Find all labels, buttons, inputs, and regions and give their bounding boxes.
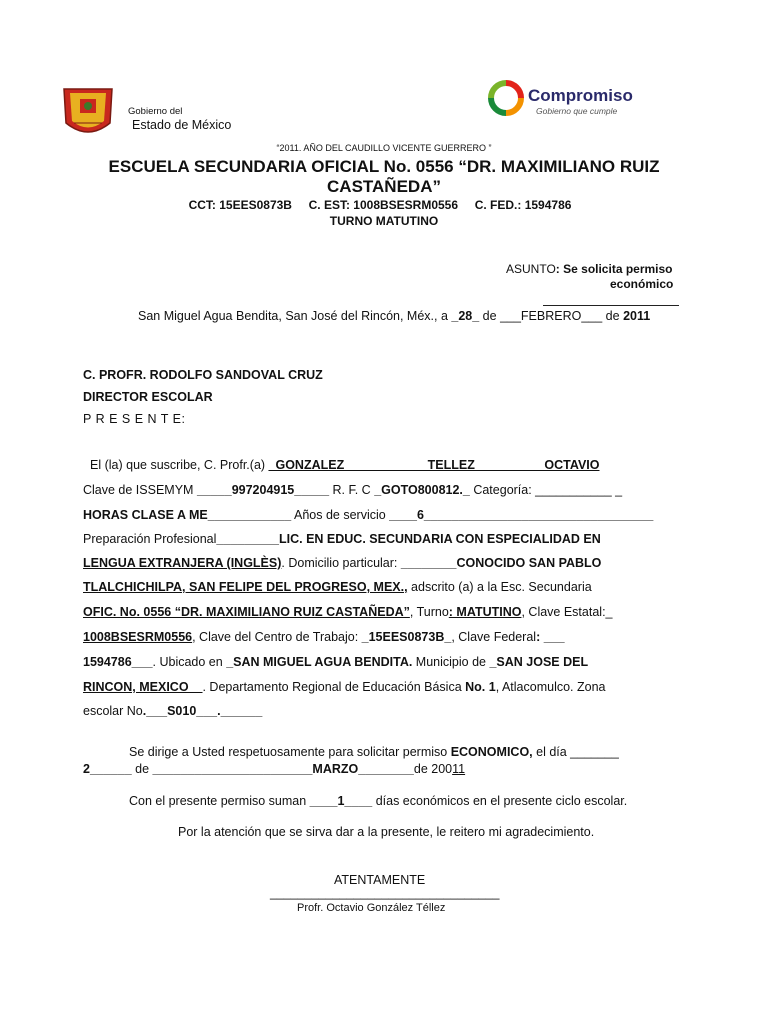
asunto-line1: ASUNTO: Se solicita permiso [506, 262, 673, 276]
request-line-1: Se dirige a Usted respetuosamente para solicitar permiso ECONOMICO, el día _______ [129, 745, 619, 759]
school-codes: CCT: 15EES0873B C. EST: 1008BSESRM0556 C. FED.: 1594786 [188, 198, 572, 212]
gratitude-line: Por la atención que se sirva dar a la presente, le reitero mi agradecimiento. [178, 825, 595, 839]
turno: TURNO MATUTINO [329, 214, 439, 228]
signer-name: Profr. Octavio González Téllez [297, 902, 446, 914]
addressee-name: C. PROFR. RODOLFO SANDOVAL CRUZ [83, 368, 323, 382]
compromiso-subtitle: Gobierno que cumple [536, 106, 618, 116]
sum-line: Con el presente permiso suman ____1____ días económicos en el presente ciclo escolar. [129, 794, 628, 808]
school-name-line1: ESCUELA SECUNDARIA OFICIAL No. 0556 “DR. MAXIMILIANO RUIZ [108, 157, 660, 176]
compromiso-logo-icon [488, 80, 524, 116]
atentamente: ATENTAMENTE [334, 873, 426, 887]
asunto-line2: económico [610, 277, 674, 291]
body-line-6: TLALCHICHILPA, SAN FELIPE DEL PROGRESO, MEX., adscrito (a) a la Esc. Secundaria [83, 580, 592, 594]
body-line-5: LENGUA EXTRANJERA (INGLÈS). Domicilio particular: ________CONOCIDO SAN PABLO [83, 556, 602, 570]
motto: “2011. AÑO DEL CAUDILLO VICENTE GUERRERO ” [276, 143, 492, 153]
gov-state-text: Estado de México [132, 118, 232, 132]
body-line-3: HORAS CLASE A ME____________ Años de servicio ____6_________________________________ [83, 508, 654, 522]
addressee-role: DIRECTOR ESCOLAR [83, 390, 213, 404]
estado-de-mexico-seal [60, 83, 116, 141]
dateline: San Miguel Agua Bendita, San José del Rincón, Méx., a _28_ de ___FEBRERO___ de 2011 [138, 309, 651, 323]
body-line-11: escolar No.___S010___.______ [83, 704, 263, 718]
signature-line: _________________________________ [270, 886, 500, 900]
gov-small-text: Gobierno del [128, 106, 183, 117]
body-line-7: OFIC. No. 0556 “DR. MAXIMILIANO RUIZ CASTAÑEDA”, Turno: MATUTINO, Clave Estatal:_ [83, 605, 613, 619]
body-line-2: Clave de ISSEMYM _____997204915_____ R. F. C _GOTO800812._ Categoría: ___________ _ [83, 483, 623, 497]
body-line-1: El (la) que suscribe, C. Profr.(a) _GONZALEZ____________TELLEZ__________OCTAVIO [90, 458, 600, 472]
compromiso-title: Compromiso [528, 86, 633, 105]
request-line-2: 2______ de _______________________MARZO________de 20011 [83, 762, 466, 776]
school-name-line2: CASTAÑEDA” [327, 177, 441, 196]
dateline-rule [543, 305, 679, 306]
body-line-8: 1008BSESRM0556, Clave del Centro de Trabajo: _15EES0873B_, Clave Federal: ___ [83, 630, 565, 644]
body-line-10: RINCON, MEXICO__. Departamento Regional de Educación Básica No. 1, Atlacomulco. Zona [83, 680, 606, 694]
presente: P R E S E N T E: [83, 412, 186, 426]
body-line-4: Preparación Profesional_________LIC. EN EDUC. SECUNDARIA CON ESPECIALIDAD EN [83, 532, 601, 546]
body-line-9: 1594786___. Ubicado en _SAN MIGUEL AGUA BENDITA. Municipio de _SAN JOSE DEL [83, 655, 589, 669]
